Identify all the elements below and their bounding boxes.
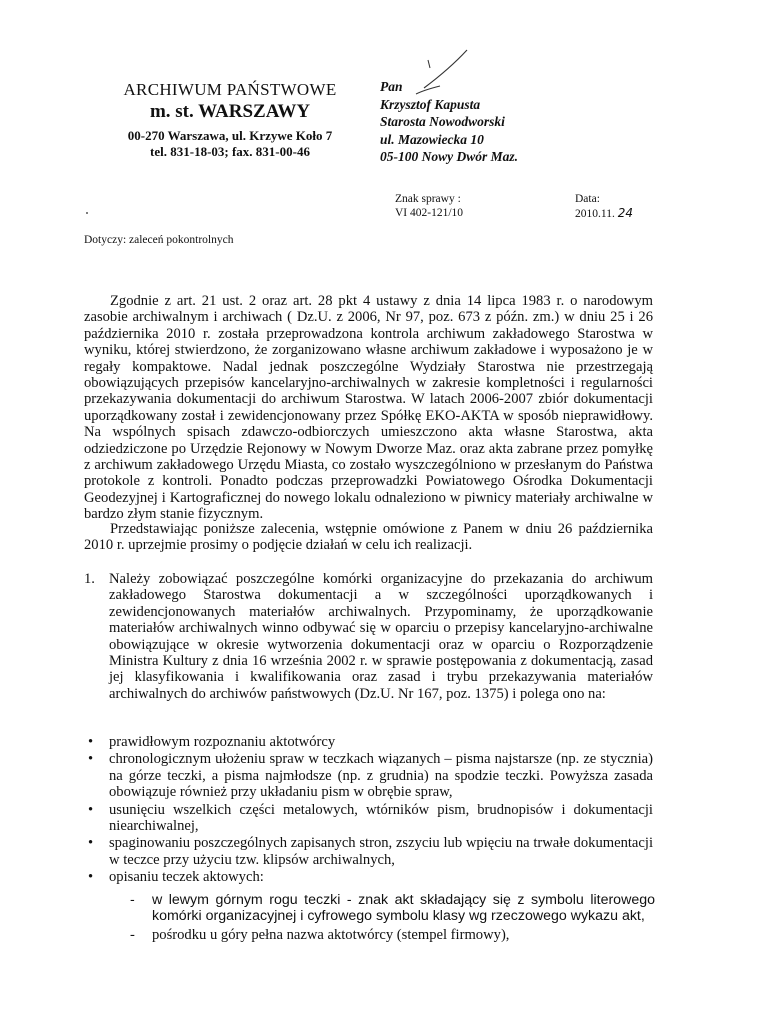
case-reference-label: Znak sprawy : [395,193,461,205]
dash-icon: - [130,892,135,908]
case-reference-value: VI 402-121/10 [395,207,464,219]
letter-date [575,192,633,221]
scan-speck [86,212,88,214]
recipient-name: Krzysztof Kapusta [380,96,481,112]
sub-list-item-text: pośrodku u góry pełna nazwa aktotwórcy (stempel firmowy), [152,926,510,943]
date-value: 2010.11. [575,208,615,220]
case-reference [395,192,463,220]
bullet-icon: • [88,734,94,750]
sender-city: m. st. WARSZAWY [149,101,311,122]
bullet-icon: • [88,801,94,818]
subject-line: Dotyczy: zaleceń pokontrolnych [84,234,234,246]
bullet-list [84,734,653,887]
list-item-text: spaginowaniu poszczególnych zapisanych stron, zszyciu lub wpięciu na trwałe dokumentacji w teczce przy użyciu tzw. klipsów archiwalnych, [109,835,653,868]
recipient-title: Starosta Nowodworski [380,114,505,129]
sender-block [100,80,360,160]
sender-phone-fax: tel. 831-18-03; fax. 831-00-46 [150,144,310,159]
list-item [84,751,653,800]
bullet-icon: • [88,751,94,768]
sub-list-item-text: w lewym górnym rogu teczki - znak akt składający się z symbolu literowego komórki organizacyjnej i cyfrowego symbolu klasy wg rzeczowego wykazu akt, [152,892,655,925]
bullet-icon: • [88,835,94,852]
recipient-street: ul. Mazowiecka 10 [380,131,484,147]
sub-list [130,892,655,945]
recipient-block [380,78,518,166]
list-item [84,802,653,835]
numbered-item [84,571,653,702]
list-item-text: chronologicznym ułożeniu spraw w teczkach wiązanych – pisma najstarsze (np. ze stycznia) na górze teczki, a pisma najmłodsze (np. z grudnia) na spodzie teczki. Powyższa zasada obowiązuje również przy układaniu pism w obrębie spraw, [109,751,653,801]
sub-list-item [130,892,655,925]
list-item [84,734,653,750]
sender-address: 00-270 Warszawa, ul. Krzywe Koło 7 [127,128,333,143]
date-handwritten-day: 24 [617,206,633,220]
body-paragraph: Przedstawiając poniższe zalecenia, wstępnie omówione z Panem w dniu 26 października 2010 r. uprzejmie prosimy o podjęcie działań w celu ich realizacji. [84,521,653,554]
item-text: Należy zobowiązać poszczególne komórki organizacyjne do przekazania do archiwum zakładowego Starostwa dokumentacji a w szczególności uporządkowanych i zewidencjonowanych materiałów archiwalnych. Przypominamy, że uporządkowanie materiałów archiwalnych winno odbywać się w oparciu o przepisy kancelaryjno-archiwalne obowiązujące w okresie wytworzenia dokumentacji oraz w oparciu o Rozporządzenie Ministra Kultury z dnia 16 września 2002 r. w sprawie postępowania z dokumentacją, zasad jej klasyfikowania i kwalifikowania oraz zasad i trybu przekazywania materiałów archiwalnych do archiwów państwowych (Dz.U. Nr 167, poz. 1375) i polega ono na: [109,571,653,702]
list-item-text: opisaniu teczek aktowych: [109,869,264,886]
dash-icon: - [130,926,135,943]
recipient-salutation: Pan [380,79,403,94]
date-label: Data: [575,193,600,205]
list-item [84,869,653,885]
list-item-text: prawidłowym rozpoznaniu aktotwórcy [109,734,336,750]
sub-list-item [130,927,655,943]
body-paragraph: Zgodnie z art. 21 ust. 2 oraz art. 28 pkt 4 ustawy z dnia 14 lipca 1983 r. o narodowym zasobie archiwalnym i archiwach ( Dz.U. z 2006, Nr 97, poz. 673 z późn. zm.) w dniu 25 i 26 października 2010 r. została przeprowadzona kontrola archiwum zakładowego Starostwa w wyniku, której stwierdzono, że zorganizowano własne archiwum zakładowe i wyposażono je w regały kompaktowe. Nadal jednak poszczególne Wydziały Starostwa nie przestrzegają obowiązujących przepisów kancelaryjno-archiwalnych w zakresie kompletności i regularności przekazywania dokumentacji do archiwum Starostwa. W latach 2006-2007 zbiór dokumentacji uporządkowany został i zewidencjonowany przez Spółkę EKO-AKTA w sposób nieprawidłowy. Na wspólnych spisach zdawczo-odbiorczych umieszczono akta własne Starostwa, akta odziedziczone po Urzędzie Rejonowy w Nowym Dworze Maz. oraz akta zabrane przez pomyłkę z archiwum zakładowego Urzędu Miasta, co zostało wyszczególniono w przesłanym do Państwa protokole z kontroli. Ponadto podczas przeprowadzki Powiatowego Ośrodka Dokumentacji Geodezyjnej i Kartograficznej do nowego lokalu odnaleziono w piwnicy materiały archiwalne w bardzo złym stanie fizycznym. [84,293,653,523]
date-value-line [575,206,633,221]
list-item-text: usunięciu wszelkich części metalowych, wtórników pism, brudnopisów i dokumentacji niearchiwalnej, [109,801,653,835]
item-number: 1. [84,571,95,587]
sender-institution: ARCHIWUM PAŃSTWOWE [123,80,337,99]
list-item [84,835,653,868]
recipient-city: 05-100 Nowy Dwór Maz. [380,149,519,164]
bullet-icon: • [88,869,94,886]
